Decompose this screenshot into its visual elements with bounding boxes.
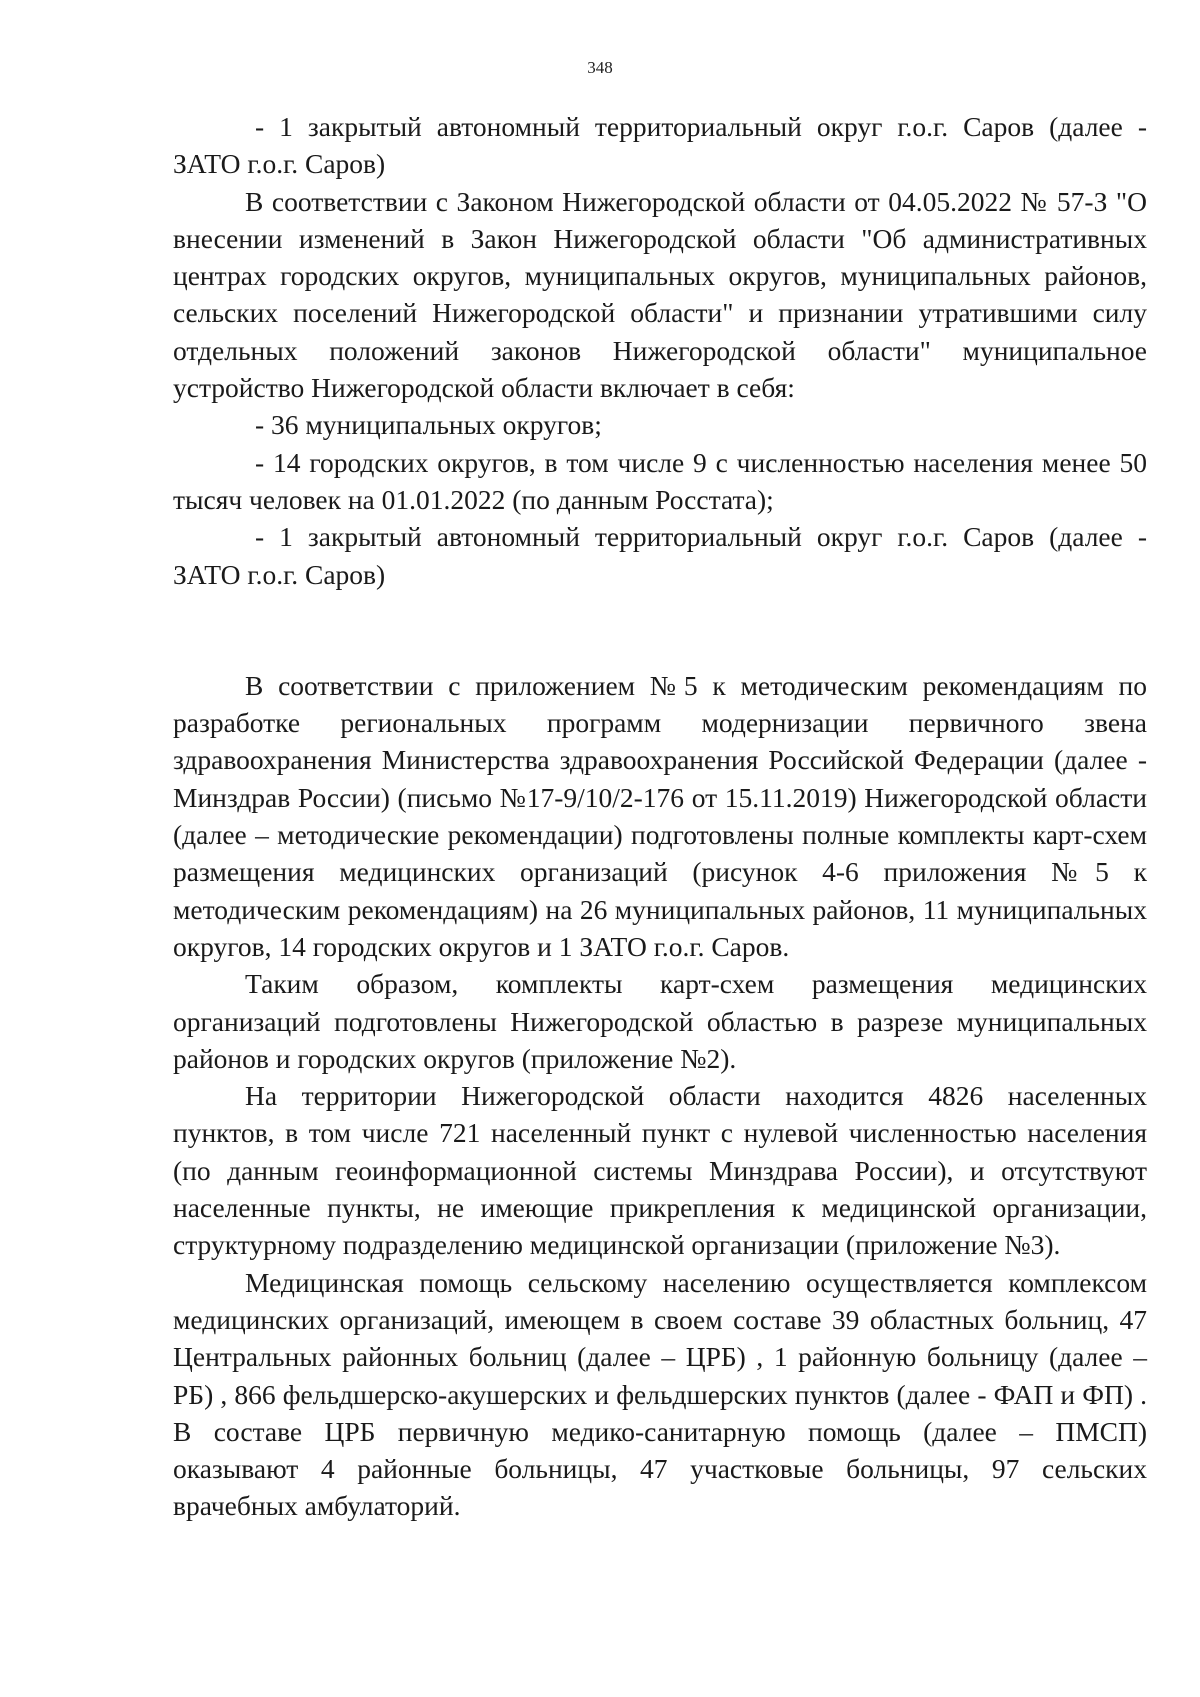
paragraph-rural-medical-care: Медицинская помощь сельскому населению осуществляется комплексом медицинских организаций, имеющем в своем составе 39 областных больниц, 47 Центральных районных больниц (далее – ЦРБ) , 1 районную больницу (далее – РБ) , 866 фельдшерско-акушерских и фельдшерских пунктов (далее - ФАП и ФП) . В составе ЦРБ первичную медико-санитарную помощь (далее – ПМСП) оказывают 4 районные больницы, 47 участковые больницы, 97 сельских врачебных амбулаторий. bbox=[173, 1266, 1147, 1522]
list-item-zato: - 1 закрытый автономный территориальный округ г.о.г. Саров (далее - ЗАТО г.о.г. Саров) bbox=[173, 521, 1147, 590]
paragraph-map-sets: Таким образом, комплекты карт-схем размещения медицинских организаций подготовлены Нижегородской областью в разрезе муниципальных районов и городских округов (приложение №2). bbox=[173, 968, 1147, 1074]
page-number: 348 bbox=[587, 58, 613, 77]
list-item-municipal-districts: - 36 муниципальных округов; bbox=[255, 409, 602, 441]
list-item-urban-districts: - 14 городских округов, в том числе 9 с численностью населения менее 50 тысяч человек на 01.01.2022 (по данным Росстата); bbox=[173, 446, 1147, 515]
paragraph-settlements: На территории Нижегородской области находится 4826 населенных пунктов, в том числе 721 населенный пункт с нулевой численностью населения (по данным геоинформационной системы Минздрава России), и отсутствуют населенные пункты, не имеющие прикрепления к медицинской организации, структурному подразделению медицинской организации (приложение №3). bbox=[173, 1080, 1147, 1261]
paragraph-methodical-recommendations: В соответствии с приложением №5 к методическим рекомендациям по разработке региональных программ модернизации первичного звена здравоохранения Министерства здравоохранения Российской Федерации (далее - Минздрав России) (письмо №17-9/10/2-176 от 15.11.2019) Нижегородской области (далее – методические рекомендации) подготовлены полные комплекты карт-схем размещения медицинских организаций (рисунок 4-6 приложения №5 к методическим рекомендациям) на 26 муниципальных районов, 11 муниципальных округов, 14 городских округов и 1 ЗАТО г.о.г. Саров. bbox=[173, 669, 1147, 962]
paragraph-zato-item: - 1 закрытый автономный территориальный округ г.о.г. Саров (далее - ЗАТО г.о.г. Саров) bbox=[173, 111, 1147, 180]
paragraph-gap bbox=[173, 593, 1147, 667]
document-body bbox=[173, 108, 1147, 1525]
paragraph-law-reference: В соответствии с Законом Нижегородской области от 04.05.2022 № 57-З "О внесении изменений в Закон Нижегородской области "Об административных центрах городских округов, муниципальных округов, муниципальных районов, сельских поселений Нижегородской области" и признании утратившими силу отдельных положений законов Нижегородской области" муниципальное устройство Нижегородской области включает в себя: bbox=[173, 185, 1147, 404]
